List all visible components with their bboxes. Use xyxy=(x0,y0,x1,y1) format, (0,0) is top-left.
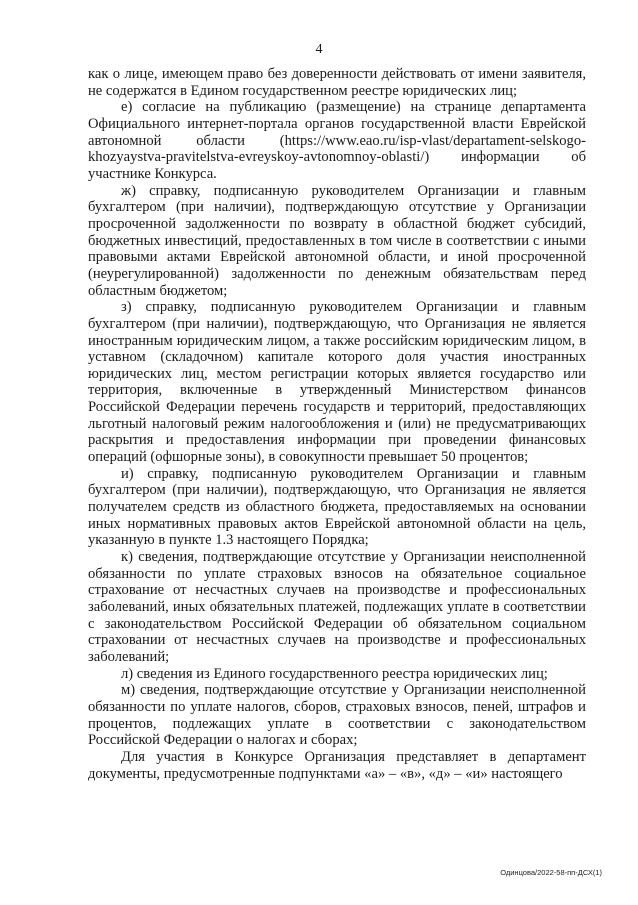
paragraph-item-e: е) согласие на публикацию (размещение) на странице департамента Официального интернет-портала органов государственной власти Еврейской автономной области (https://www.eao.ru/isp-vlast/departament-selskogo-khozyaystva-pravitelstva-evreyskoy-avtonomnoy-oblasti/) информации об участнике Конкурса. xyxy=(88,99,586,182)
document-code: Одинцова/2022-58-пп-ДСХ(1) xyxy=(500,868,602,877)
paragraph-item-k: к) сведения, подтверждающие отсутствие у Организации неисполненной обязанности по уплате страховых взносов на обязательное социальное страхование от несчастных случаев на производстве и профессиональных заболеваний, иных обязательных платежей, подлежащих уплате в соответствии с законодательством Российской Федерации об обязательном социальном страховании от несчастных случаев на производстве и профессиональных заболеваний; xyxy=(88,549,586,665)
paragraph-item-i: и) справку, подписанную руководителем Организации и главным бухгалтером (при наличии), подтверждающую, что Организация не является получателем средств из областного бюджета, предоставляемых на основании иных нормативных правовых актов Еврейской автономной области на цель, указанную в пункте 1.3 настоящего Порядка; xyxy=(88,465,586,549)
paragraph-submission: Для участия в Конкурсе Организация представляет в департамент документы, предусмотренные подпунктами «а» – «в», «д» – «и» настоящего xyxy=(88,748,586,782)
page-number: 4 xyxy=(315,42,323,57)
paragraph-item-m: м) сведения, подтверждающие отсутствие у Организации неисполненной обязанности по уплате налогов, сборов, страховых взносов, пеней, штрафов и процентов, подлежащих уплате в соответствии с законодательством Российской Федерации о налогах и сборах; xyxy=(88,682,586,749)
document-body xyxy=(88,66,586,782)
paragraph-item-zh: ж) справку, подписанную руководителем Организации и главным бухгалтером (при наличии), подтверждающую отсутствие у Организации просроченной задолженности по возврату в областной бюджет субсидий, бюджетных инвестиций, предоставленных в том числе в соответствии с иными правовыми актами Еврейской автономной области, и иной просроченной (неурегулированной) задолженности по денежным обязательствам перед областным бюджетом; xyxy=(88,182,586,299)
paragraph-item-l: л) сведения из Единого государственного реестра юридических лиц; xyxy=(121,665,548,682)
paragraph-continuation: как о лице, имеющем право без доверенности действовать от имени заявителя, не содержатся в Едином государственном реестре юридических лиц; xyxy=(88,66,586,99)
paragraph-item-z: з) справку, подписанную руководителем Организации и главным бухгалтером (при наличии), подтверждающую, что Организация не является иностранным юридическим лицом, а также российским юридическим лицом, в уставном (складочном) капитале которого доля участия иностранных юридических лиц, местом регистрации которых является государство или территория, включенные в утвержденный Министерством финансов Российской Федерации перечень государств и территорий, предоставляющих льготный налоговый режим налогообложения и (или) не предусматривающих раскрытия и предоставления информации при проведении финансовых операций (офшорные зоны), в совокупности превышает 50 процентов; xyxy=(88,299,586,466)
